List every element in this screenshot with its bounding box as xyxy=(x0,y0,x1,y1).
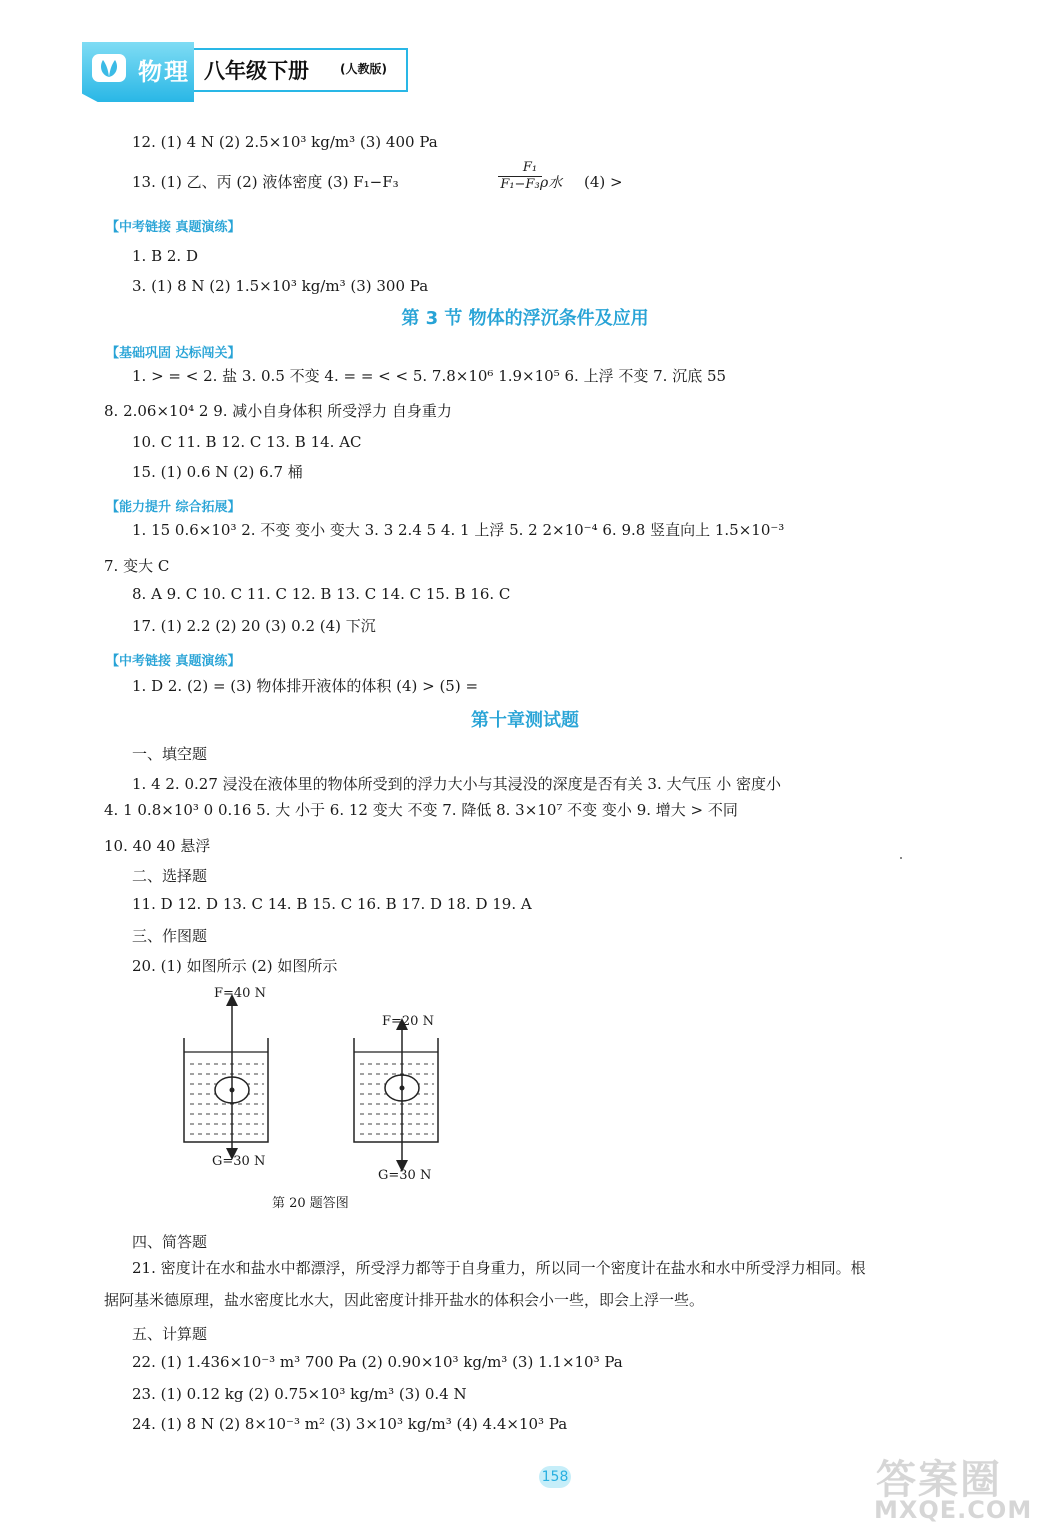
figure-caption: 第 20 题答图 xyxy=(272,1196,349,1211)
answer-line: 12. (1) 4 N (2) 2.5×10³ kg/m³ (3) 400 Pa xyxy=(132,133,438,151)
force-label-left-bottom: G=30 N xyxy=(212,1154,266,1169)
question-group-heading: 二、选择题 xyxy=(132,867,208,885)
page-number: 158 xyxy=(539,1466,571,1488)
answer-line: 24. (1) 8 N (2) 8×10⁻³ m² (3) 3×10³ kg/m³ (4) 4.4×10³ Pa xyxy=(132,1415,568,1433)
section-title: 第 3 节 物体的浮沉条件及应用 xyxy=(401,308,649,329)
force-label-left-top: F=40 N xyxy=(214,986,266,1001)
force-diagram-figure xyxy=(170,980,470,1225)
watermark-logo xyxy=(870,1448,1035,1530)
answer-line: 7. 变大 C xyxy=(104,557,170,575)
answer-line: 1. 15 0.6×10³ 2. 不变 变小 变大 3. 3 2.4 5 4. 1 上浮 5. 2 2×10⁻⁴ 6. 9.8 竖直向上 1.5×10⁻³ xyxy=(132,521,785,539)
section-tag: 【基础巩固 达标闯关】 xyxy=(106,346,241,361)
answer-line: 22. (1) 1.436×10⁻³ m³ 700 Pa (2) 0.90×10³ kg/m³ (3) 1.1×10³ Pa xyxy=(132,1353,623,1371)
chapter-test-title: 第十章测试题 xyxy=(471,710,579,731)
answer-line: 8. 2.06×10⁴ 2 9. 减小自身体积 所受浮力 自身重力 xyxy=(104,402,452,420)
answer-line: 据阿基米德原理，盐水密度比水大，因此密度计排开盐水的体积会小一些，即会上浮一些。 xyxy=(104,1291,705,1309)
leaf-icon xyxy=(92,54,126,82)
answer-line: 15. (1) 0.6 N (2) 6.7 桶 xyxy=(132,463,303,481)
section-tag: 【中考链接 真题演练】 xyxy=(106,654,241,669)
answer-line: 1. > = < 2. 盐 3. 0.5 不变 4. = = < < 5. 7.8×10⁶ 1.9×10⁵ 6. 上浮 不变 7. 沉底 55 xyxy=(132,367,727,385)
section-tag: 【能力提升 综合拓展】 xyxy=(106,500,241,515)
answer-line: 8. A 9. C 10. C 11. C 12. B 13. C 14. C 15. B 16. C xyxy=(132,585,511,603)
right-container xyxy=(354,1024,438,1166)
question-group-heading: 一、填空题 xyxy=(132,745,208,763)
watermark-url: MXQE.COM xyxy=(874,1496,1033,1524)
header-grade: 八年级下册 xyxy=(204,59,309,83)
left-container xyxy=(184,1000,268,1154)
question-group-heading: 四、简答题 xyxy=(132,1233,208,1251)
answer-line: 13. (1) 乙、丙 (2) 液体密度 (3) F₁−F₃ xyxy=(132,173,399,191)
answer-line: 23. (1) 0.12 kg (2) 0.75×10³ kg/m³ (3) 0.4 N xyxy=(132,1385,467,1403)
answer-line: (4) > xyxy=(584,173,623,191)
answer-line: 20. (1) 如图所示 (2) 如图所示 xyxy=(132,957,338,975)
answer-line: 10. 40 40 悬浮 xyxy=(104,837,211,855)
answer-line: 1. B 2. D xyxy=(132,247,198,265)
answer-line: 17. (1) 2.2 (2) 20 (3) 0.2 (4) 下沉 xyxy=(132,617,376,635)
answer-line: 3. (1) 8 N (2) 1.5×10³ kg/m³ (3) 300 Pa xyxy=(132,277,429,295)
rho-symbol: ρ水 xyxy=(540,175,563,191)
force-label-right-bottom: G=30 N xyxy=(378,1168,432,1183)
force-label-right-top: F=20 N xyxy=(382,1014,434,1029)
section-tag: 【中考链接 真题演练】 xyxy=(106,220,241,235)
header-edition: (人教版) xyxy=(340,62,387,76)
answer-line: 21. 密度计在水和盐水中都漂浮，所受浮力都等于自身重力，所以同一个密度计在盐水和水中所受浮力相同。根 xyxy=(132,1259,866,1277)
question-group-heading: 五、计算题 xyxy=(132,1325,208,1343)
scan-dot xyxy=(900,857,902,859)
answer-line: 1. D 2. (2) = (3) 物体排开液体的体积 (4) > (5) = xyxy=(132,677,479,695)
answer-line: 10. C 11. B 12. C 13. B 14. AC xyxy=(132,433,362,451)
answer-line: 11. D 12. D 13. C 14. B 15. C 16. B 17. D 18. D 19. A xyxy=(132,895,532,913)
question-group-heading: 三、作图题 xyxy=(132,927,208,945)
page-header xyxy=(82,42,422,106)
watermark-text: 答案圈 xyxy=(876,1457,1002,1503)
header-subject: 物理 xyxy=(138,58,190,86)
answer-line: 1. 4 2. 0.27 浸没在液体里的物体所受到的浮力大小与其浸没的深度是否有关 3. 大气压 小 密度小 xyxy=(132,775,782,793)
fraction-denominator: F₁−F₃ xyxy=(500,177,540,192)
answer-line: 4. 1 0.8×10³ 0 0.16 5. 大 小于 6. 12 变大 不变 7. 降低 8. 3×10⁷ 不变 变小 9. 增大 > 不同 xyxy=(104,801,738,819)
fraction-numerator: F₁ xyxy=(522,160,538,175)
